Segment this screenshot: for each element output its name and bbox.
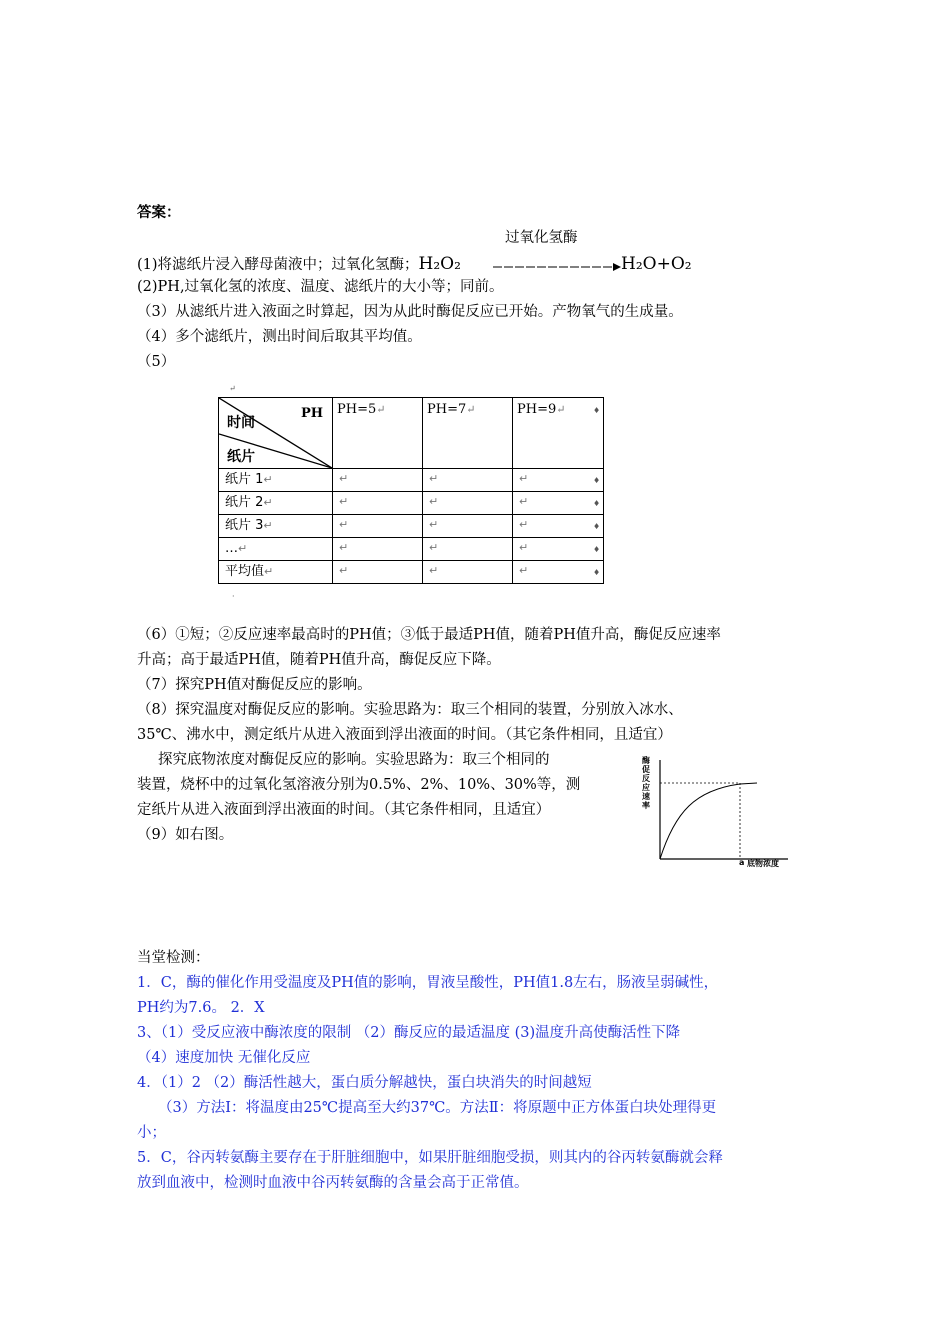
table-cell: ↵ [513, 538, 604, 561]
chart-plot [640, 752, 800, 872]
answer-line-8d: 装置，烧杯中的过氧化氢溶液分别为0.5%、2%、10%、30%等，测 [137, 777, 581, 793]
answer-line-7: （7）探究PH值对酶促反应的影响。 [137, 677, 372, 693]
table-cell: ↵ [333, 561, 423, 584]
table-cell: ↵ [423, 492, 513, 515]
row-label: 平均值↵ [219, 561, 333, 584]
answer-line-8e: 定纸片从进入液面到浮出液面的时间。（其它条件相同，且适宜） [137, 802, 551, 818]
answer-line-1-text: (1)将滤纸片浸入酵母菌液中；过氧化氢酶； [137, 257, 419, 273]
check-line-3b: （4）速度加快 无催化反应 [137, 1050, 311, 1066]
check-line-4c: 小； [137, 1125, 166, 1141]
table-cell: ↵ [333, 538, 423, 561]
table-cell: ↵ [333, 469, 423, 492]
row-end-mark: ♦ [593, 568, 601, 577]
corner-paper-label: 纸片 [227, 449, 255, 465]
corner-time-label: 时间 [227, 415, 255, 431]
paragraph-dot: · [232, 592, 235, 601]
row-label: 纸片 2↵ [219, 492, 333, 515]
table-cell: ↵ [513, 469, 604, 492]
check-line-1a: 1．C，酶的催化作用受温度及PH值的影响，胃液呈酸性，PH值1.8左右，肠液呈弱碱性， [137, 975, 719, 991]
row-label: …↵ [219, 538, 333, 561]
table-cell: ↵ [333, 492, 423, 515]
data-table [218, 397, 604, 584]
answer-line-4: （4）多个滤纸片，测出时间后取其平均值。 [137, 329, 422, 345]
row-end-mark: ♦ [593, 545, 601, 554]
table-cell: ↵ [423, 515, 513, 538]
answer-line-8b: 35℃、沸水中，测定纸片从进入液面到浮出液面的时间。（其它条件相同，且适宜） [137, 727, 672, 743]
table-cell: ↵ [333, 515, 423, 538]
check-line-5b: 放到血液中，检测时血液中谷丙转氨酶的含量会高于正常值。 [137, 1175, 529, 1191]
column-header: PH=9↵ [513, 398, 604, 469]
check-line-4a: 4．（1）2 （2）酶活性越大，蛋白质分解越快，蛋白块消失的时间越短 [137, 1075, 592, 1091]
reaction-arrow [493, 262, 621, 272]
table-cell: ↵ [513, 561, 604, 584]
series-curve [660, 783, 757, 859]
check-line-3a: 3、（1）受反应液中酶浓度的限制 （2）酶反应的最适温度 (3)温度升高使酶活性下降 [137, 1025, 681, 1041]
row-end-mark: ♦ [593, 476, 601, 485]
table-cell: ↵ [513, 492, 604, 515]
row-end-mark: ♦ [593, 499, 601, 508]
table-cell: ↵ [423, 561, 513, 584]
answer-line-1 [137, 254, 461, 275]
row-end-mark: ♦ [593, 522, 601, 531]
answer-line-3: （3）从滤纸片进入液面之时算起，因为从此时酶促反应已开始。产物氧气的生成量。 [137, 304, 683, 320]
column-header: PH=7↵ [423, 398, 513, 469]
check-line-5a: 5．C，谷丙转氨酶主要存在于肝脏细胞中，如果肝脏细胞受损，则其内的谷丙转氨酶就会释 [137, 1150, 723, 1166]
answer-line-8a: （8）探究温度对酶促反应的影响。实验思路为：取三个相同的装置，分别放入冰水、 [137, 702, 683, 718]
answer-line-8c: 探究底物浓度对酶促反应的影响。实验思路为：取三个相同的 [158, 752, 550, 768]
answer-line-5: （5） [137, 354, 176, 370]
check-line-4b: （3）方法Ⅰ：将温度由25℃提高至大约37℃。方法Ⅱ：将原题中正方体蛋白块处理得更 [158, 1100, 717, 1116]
corner-ph-label: PH [301, 406, 324, 421]
chart-x-marker: a [739, 858, 745, 867]
answer-line-9: （9）如右图。 [137, 827, 234, 843]
answer-heading: 答案： [137, 204, 181, 221]
column-header: PH=5↵ [333, 398, 423, 469]
check-line-1b: PH约为7.6。 2．X [137, 1000, 265, 1016]
paragraph-mark: ↵ [229, 384, 236, 393]
saturation-chart [640, 752, 800, 872]
chart-ylabel: 酶促反应速率 [642, 756, 650, 810]
chart-xlabel: 底物浓度 [747, 859, 779, 868]
row-label: 纸片 3↵ [219, 515, 333, 538]
answer-line-2: (2)PH,过氧化氢的浓度、温度、滤纸片的大小等；同前。 [137, 279, 504, 295]
formula-products: H₂O+O₂ [621, 254, 692, 274]
enzyme-label: 过氧化氢酶 [505, 230, 578, 246]
table-cell: ↵ [513, 515, 604, 538]
check-heading: 当堂检测： [137, 950, 210, 966]
row-end-mark: ♦ [593, 406, 601, 415]
table-cell: ↵ [423, 538, 513, 561]
table-corner-cell [219, 398, 333, 469]
row-label: 纸片 1↵ [219, 469, 333, 492]
answer-line-6a: （6）①短；②反应速率最高时的PH值；③低于最适PH值，随着PH值升高，酶促反应速率 [137, 627, 721, 643]
table-cell: ↵ [423, 469, 513, 492]
answer-line-6b: 升高；高于最适PH值，随着PH值升高，酶促反应下降。 [137, 652, 501, 668]
formula-reactant: H₂O₂ [418, 254, 461, 274]
